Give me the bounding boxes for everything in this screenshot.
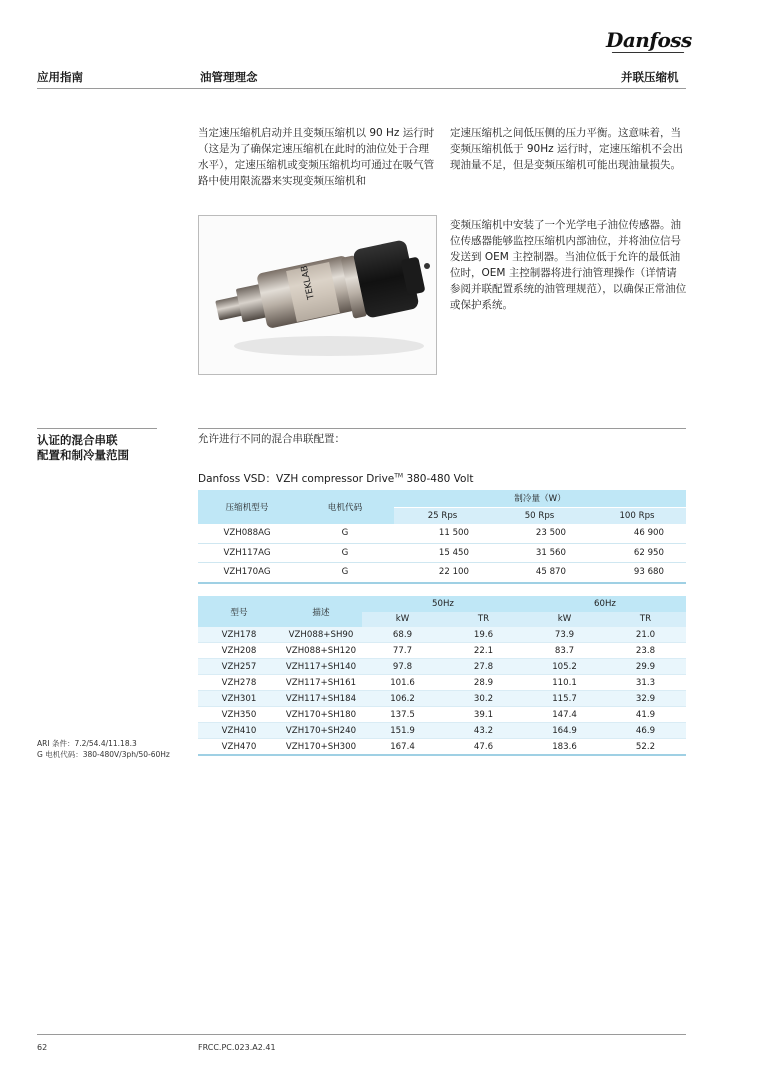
motor-code-note: G 电机代码：380-480V/3ph/50-60Hz (37, 750, 170, 759)
section-title-line2: 配置和制冷量范围 (37, 448, 129, 462)
document-code: FRCC.PC.023.A2.41 (198, 1043, 276, 1052)
header-guide: 应用指南 (37, 70, 83, 84)
table-row (198, 543, 686, 563)
cell-value: 41.9 (605, 707, 686, 723)
cell-value: 22 100 (438, 567, 469, 578)
cell-motor: G (341, 528, 349, 539)
table-row (198, 563, 686, 583)
cell-model: VZH117AG (223, 547, 271, 558)
page-number: 62 (37, 1043, 48, 1052)
cell-value: 101.6 (362, 675, 443, 691)
section-title (37, 433, 187, 463)
cell-description: VZH170+SH240 (280, 723, 362, 739)
table-row (198, 707, 686, 723)
cell-value: 97.8 (362, 659, 443, 675)
col-model: 压缩机型号 (198, 490, 296, 524)
cell-motor: G (341, 567, 349, 578)
cell-value: 137.5 (362, 707, 443, 723)
vsd-title-pre: Danfoss VSD：VZH compressor Drive (198, 473, 395, 485)
table-row (198, 643, 686, 659)
col-unit: kW (362, 612, 443, 628)
cell-value: 164.9 (524, 723, 605, 739)
cell-value: 105.2 (524, 659, 605, 675)
col-unit: TR (605, 612, 686, 628)
section-title-line1: 认证的混合串联 (37, 433, 118, 447)
cell-value: 147.4 (524, 707, 605, 723)
cell-motor: G (341, 547, 349, 558)
cell-value: 27.8 (443, 659, 524, 675)
cell-value: 110.1 (524, 675, 605, 691)
cell-value: 68.9 (362, 627, 443, 643)
cell-value: 93 680 (633, 567, 664, 578)
col-speed-50: 50 Rps (491, 507, 588, 524)
sensor-description: 变频压缩机中安装了一个光学电子油位传感器。油位传感器能够监控压缩机内部油位，并将油位信号发送到 OEM 主控制器。当油位低于允许的最低油位时，OEM 主控制器将进行油管理操作（详情请参阅并联配置系统的油管理规范），以确保正常油位或保护系统。 (450, 219, 687, 311)
cell-value: 46 900 (633, 528, 664, 539)
col-description: 描述 (280, 596, 362, 627)
cell-value: 151.9 (362, 723, 443, 739)
cell-model: VZH410 (198, 723, 280, 739)
header-divider (37, 88, 686, 89)
cell-model: VZH470 (198, 739, 280, 756)
cell-description: VZH117+SH140 (280, 659, 362, 675)
cell-description: VZH088+SH120 (280, 643, 362, 659)
header-topic: 油管理理念 (200, 70, 258, 84)
cell-value: 45 870 (535, 567, 566, 578)
table-row (198, 739, 686, 756)
col-model: 型号 (198, 596, 280, 627)
cell-model: VZH301 (198, 691, 280, 707)
cell-value: 28.9 (443, 675, 524, 691)
footer-divider (37, 1034, 686, 1035)
tandem-capacity-table (198, 596, 686, 756)
col-unit: TR (443, 612, 524, 628)
table-row (198, 675, 686, 691)
logo-underline (612, 52, 684, 53)
cell-description: VZH170+SH300 (280, 739, 362, 756)
cell-value: 15 450 (438, 547, 469, 558)
col-unit: kW (524, 612, 605, 628)
cell-value: 47.6 (443, 739, 524, 756)
cell-value: 11 500 (438, 528, 469, 539)
vsd-table-title (198, 471, 473, 486)
intro-col2: 定速压缩机之间低压侧的压力平衡。这意味着，当变频压缩机低于 90Hz 运行时，定速压缩机不会出现油量不足，但是变频压缩机可能出现油量损失。 (450, 127, 683, 171)
section-intro: 允许进行不同的混合串联配置： (198, 433, 345, 445)
cell-model: VZH257 (198, 659, 280, 675)
cell-value: 23 500 (535, 528, 566, 539)
cell-value: 39.1 (443, 707, 524, 723)
cell-value: 183.6 (524, 739, 605, 756)
col-60hz: 60Hz (524, 596, 686, 612)
header-product: 并联压缩机 (621, 70, 679, 84)
cell-value: 83.7 (524, 643, 605, 659)
cell-model: VZH208 (198, 643, 280, 659)
cell-value: 32.9 (605, 691, 686, 707)
cell-value: 23.8 (605, 643, 686, 659)
vsd-title-sup: TM (394, 472, 404, 480)
cell-value: 43.2 (443, 723, 524, 739)
cell-description: VZH088+SH90 (280, 627, 362, 643)
section-divider (198, 428, 686, 429)
cell-value: 73.9 (524, 627, 605, 643)
cell-value: 30.2 (443, 691, 524, 707)
col-motor: 电机代码 (296, 490, 394, 524)
table-row (198, 691, 686, 707)
cell-model: VZH278 (198, 675, 280, 691)
intro-col1: 当定速压缩机启动并且变频压缩机以 90 Hz 运行时（这是为了确保定速压缩机在此时的油位处于合理水平），定速压缩机或变频压缩机均可通过在吸气管路中使用限流器来实现变频压缩机和 (198, 127, 435, 187)
cell-value: 77.7 (362, 643, 443, 659)
cell-value: 19.6 (443, 627, 524, 643)
cell-model: VZH088AG (223, 528, 271, 539)
cell-value: 22.1 (443, 643, 524, 659)
vsd-title-post: 380-480 Volt (403, 473, 474, 485)
danfoss-logo: Danfoss (606, 28, 692, 52)
cell-value: 21.0 (605, 627, 686, 643)
cell-value: 31.3 (605, 675, 686, 691)
table-row (198, 723, 686, 739)
cell-value: 31 560 (535, 547, 566, 558)
cell-model: VZH178 (198, 627, 280, 643)
cell-value: 29.9 (605, 659, 686, 675)
cell-description: VZH117+SH161 (280, 675, 362, 691)
col-50hz: 50Hz (362, 596, 524, 612)
cell-value: 106.2 (362, 691, 443, 707)
cell-value: 52.2 (605, 739, 686, 756)
oil-level-sensor-photo (198, 215, 437, 375)
table-row (198, 524, 686, 543)
cell-model: VZH350 (198, 707, 280, 723)
ari-condition-note: ARI 条件：7.2/54.4/11.18.3 (37, 739, 137, 748)
col-capacity: 制冷量（W） (394, 490, 686, 507)
cell-description: VZH117+SH184 (280, 691, 362, 707)
col-speed-100: 100 Rps (588, 507, 686, 524)
cell-value: 46.9 (605, 723, 686, 739)
cell-model: VZH170AG (223, 567, 271, 578)
sensor-label-text: TEKLAB (299, 264, 317, 301)
col-speed-25: 25 Rps (394, 507, 491, 524)
cell-value: 62 950 (633, 547, 664, 558)
cell-value: 167.4 (362, 739, 443, 756)
section-divider-left (37, 428, 157, 429)
table-row (198, 659, 686, 675)
cell-value: 115.7 (524, 691, 605, 707)
cell-description: VZH170+SH180 (280, 707, 362, 723)
vsd-capacity-table (198, 490, 686, 584)
table-row (198, 627, 686, 643)
